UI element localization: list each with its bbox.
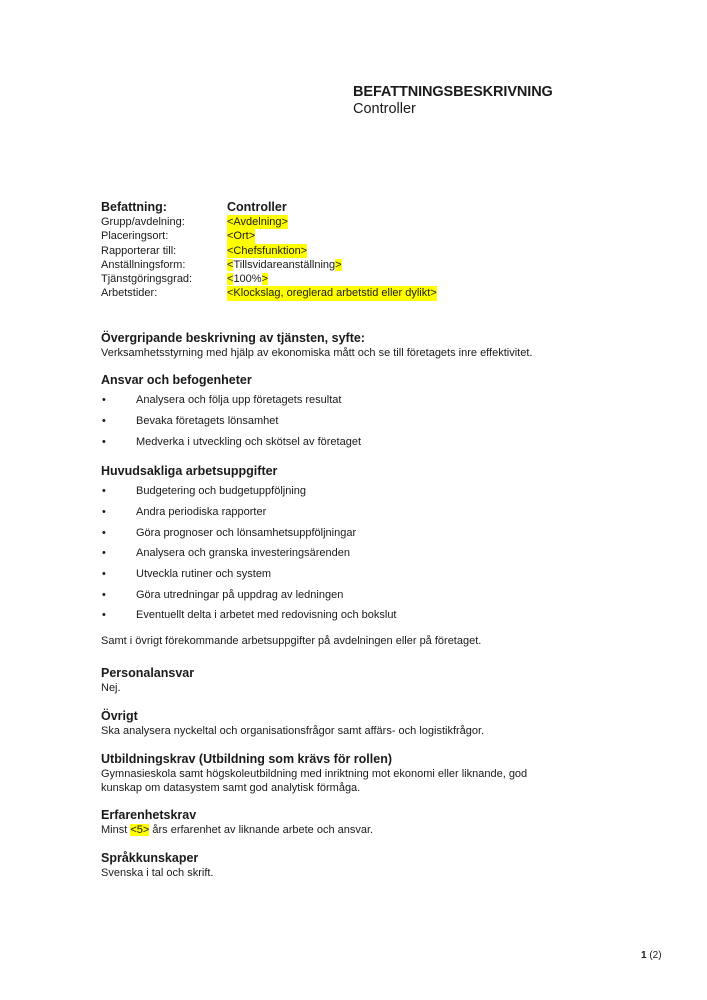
section-responsibilities: [101, 373, 361, 452]
tasks-footer-text: Samt i övrigt förekommande arbetsuppgifter på avdelningen eller på företaget.: [101, 634, 482, 647]
section-other: [101, 709, 484, 738]
bullet-icon: •: [102, 588, 106, 601]
employment-form-text: Tillsvidareanställning: [233, 258, 336, 271]
bullet-icon: •: [102, 568, 106, 581]
list-item: [101, 543, 481, 564]
reports-to-placeholder: <Chefsfunktion>: [227, 244, 308, 257]
responsibilities-list: [101, 390, 361, 452]
section-languages: [101, 851, 214, 880]
list-item: [101, 481, 481, 502]
page-number: [641, 950, 662, 961]
list-item: [101, 431, 361, 452]
service-level-text: 100%: [233, 273, 262, 286]
list-item-text: Bevaka företagets lönsamhet: [136, 415, 279, 428]
info-label: Arbetstider:: [101, 287, 158, 300]
list-item-text: Utveckla rutiner och system: [136, 568, 272, 581]
section-text: Nej.: [101, 682, 121, 694]
section-text: Ska analysera nyckeltal och organisationsfrågor samt affärs- och logistikfrågor.: [101, 725, 485, 737]
section-text: [101, 823, 373, 837]
list-item-text: Analysera och granska investeringsärenden: [136, 547, 351, 560]
bullet-icon: •: [102, 485, 106, 498]
document-subtitle: Controller: [353, 101, 416, 117]
info-label: Rapporterar till:: [101, 244, 177, 257]
section-heading: Språkkunskaper: [101, 851, 199, 865]
info-row-working-hours: [101, 286, 437, 300]
bracket-open: <: [227, 273, 234, 286]
list-item: [101, 584, 481, 605]
section-staff: [101, 666, 194, 695]
section-education: [101, 752, 571, 795]
service-level-value: [227, 272, 268, 286]
department-placeholder: <Avdelning>: [227, 216, 288, 228]
list-item: [101, 390, 361, 411]
section-heading: Övrigt: [101, 709, 138, 723]
list-item: [101, 411, 361, 432]
list-item: [101, 605, 481, 626]
list-item-text: Andra periodiska rapporter: [136, 506, 267, 519]
section-heading: Övergripande beskrivning av tjänsten, syfte:: [101, 331, 365, 345]
list-item-text: Göra utredningar på uppdrag av ledningen: [136, 588, 344, 601]
list-item-text: Eventuellt delta i arbetet med redovisning och bokslut: [136, 609, 397, 622]
bullet-icon: •: [102, 435, 106, 448]
section-text: Verksamhetsstyrning med hjälp av ekonomiska mått och se till företagets inre effektivitet.: [101, 347, 533, 359]
bullet-icon: •: [102, 415, 106, 428]
info-label: Tjänstgöringsgrad:: [101, 273, 193, 286]
position-label: Befattning:: [101, 200, 167, 214]
bullet-icon: •: [102, 506, 106, 519]
bullet-icon: •: [102, 609, 106, 622]
text-after: års erfarenhet av liknande arbete och ansvar.: [149, 824, 374, 836]
section-heading: Utbildningskrav (Utbildning som krävs för rollen): [101, 752, 393, 766]
section-heading: Ansvar och befogenheter: [101, 373, 252, 387]
document-title: BEFATTNINGSBESKRIVNING: [353, 84, 553, 100]
bracket-open: <: [227, 258, 234, 271]
bracket-close: >: [335, 258, 342, 271]
info-row-reports-to: [101, 244, 437, 258]
list-item-text: Medverka i utveckling och skötsel av företaget: [136, 435, 362, 448]
bullet-icon: •: [102, 394, 106, 407]
bracket-close: >: [261, 273, 269, 286]
current-page: 1: [641, 950, 647, 961]
section-heading: Erfarenhetskrav: [101, 808, 197, 822]
section-text: Gymnasieskola samt högskoleutbildning med inriktning mot ekonomi eller liknande, god kunskap om datasystem samt god analytisk förmåga.: [101, 768, 528, 794]
bullet-icon: •: [102, 526, 106, 539]
info-label: Anställningsform:: [101, 258, 186, 271]
position-info-block: [101, 200, 437, 301]
bullet-icon: •: [102, 547, 106, 560]
section-tasks: [101, 464, 481, 648]
working-hours-placeholder: <Klockslag, oreglerad arbetstid eller dylikt>: [227, 287, 437, 300]
tasks-list: [101, 481, 481, 626]
info-row-service-level: [101, 272, 437, 286]
info-row-employment-form: [101, 258, 437, 272]
list-item: [101, 564, 481, 585]
position-row: [101, 200, 437, 215]
section-heading: Huvudsakliga arbetsuppgifter: [101, 464, 278, 478]
employment-form-value: [227, 258, 342, 272]
total-pages: (2): [649, 950, 662, 961]
info-row-department: [101, 215, 437, 229]
position-value: Controller: [227, 200, 287, 214]
section-text: Svenska i tal och skrift.: [101, 867, 214, 879]
info-label: Placeringsort:: [101, 230, 169, 243]
list-item-text: Göra prognoser och lönsamhetsuppföljningar: [136, 526, 357, 539]
section-purpose: [101, 331, 532, 360]
section-experience: [101, 808, 373, 837]
text-before: Minst: [101, 824, 131, 836]
info-row-location: [101, 229, 437, 243]
list-item: [101, 522, 481, 543]
list-item-text: Budgetering och budgetuppföljning: [136, 485, 307, 498]
list-item-text: Analysera och följa upp företagets resultat: [136, 394, 342, 407]
list-item: [101, 502, 481, 523]
years-placeholder: <5>: [130, 824, 150, 836]
info-label: Grupp/avdelning:: [101, 216, 185, 228]
location-placeholder: <Ort>: [227, 230, 256, 243]
section-heading: Personalansvar: [101, 666, 195, 680]
